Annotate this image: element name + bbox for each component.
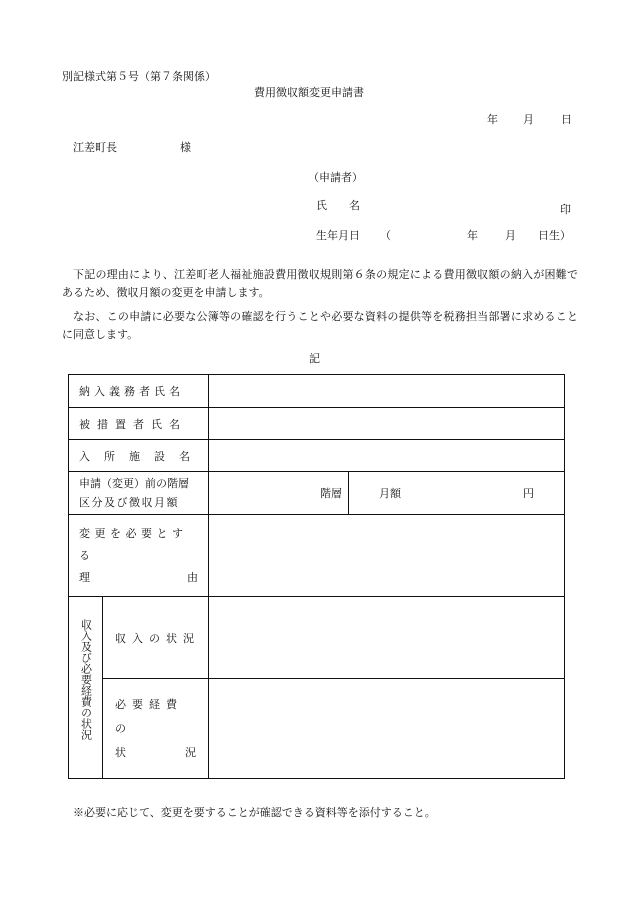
seal-mark: 印 [560, 203, 571, 216]
table-row [69, 515, 565, 597]
date-day-label: 日 [561, 113, 572, 126]
protected-person-field[interactable] [209, 408, 565, 440]
table-row [69, 375, 565, 408]
monthly-amount-cell[interactable] [349, 472, 565, 515]
birthdate-month-label: 月 [505, 229, 516, 242]
application-statement: 下記の理由により、江差町老人福祉施設費用徴収規則第６条の規定による費用徴収額の納入が困難であるため、徴収月額の変更を申請します。 [62, 268, 578, 299]
payer-name-field[interactable] [209, 375, 565, 408]
class-label-line1: 申請（変更）前の階層 [79, 477, 189, 490]
ki-heading: 記 [309, 352, 320, 365]
reason-label-yu: 由 [187, 570, 198, 584]
payer-name-label: 納入義務者氏名 [79, 385, 184, 398]
reason-label-line1: 変更を必要とする [79, 526, 188, 562]
expense-field[interactable] [209, 679, 565, 779]
yen-label: 円 [523, 487, 534, 500]
birthdate-open-paren: （ [380, 229, 391, 242]
birthdate-label: 生年月日 [316, 229, 360, 242]
reason-label-ri: 理 [79, 570, 90, 584]
table-row [69, 408, 565, 440]
table-row [69, 440, 565, 472]
class-label-cell [69, 472, 209, 515]
date-month-label: 月 [523, 113, 534, 126]
expense-label-line1: 必要経費の [115, 697, 183, 735]
page-title: 費用徴収額変更申請書 [254, 86, 364, 99]
application-table [68, 374, 565, 779]
addressee-name: 江差町長 [73, 141, 117, 154]
income-field[interactable] [209, 597, 565, 679]
addressee-honorific: 様 [180, 141, 191, 154]
reason-field[interactable] [209, 515, 565, 597]
expense-label-kyo: 況 [185, 745, 196, 759]
birthdate-year-label: 年 [467, 229, 478, 242]
facility-name-label-cell [69, 440, 209, 472]
table-row [69, 597, 565, 679]
consent-statement: なお、この申請に必要な公簿等の確認を行うことや必要な資料の提供等を税務担当部署に求めることに同意します。 [62, 310, 578, 341]
expense-label-cell [103, 679, 209, 779]
facility-name-field[interactable] [209, 440, 565, 472]
class-label-line2: 区分及び徴収月額 [79, 496, 179, 509]
attachment-note: ※必要に応じて、変更を要することが確認できる資料等を添付すること。 [73, 806, 436, 819]
birthdate-day-label: 日生） [538, 229, 571, 242]
income-label: 収入の状況 [115, 631, 200, 645]
expense-label-jo: 状 [115, 745, 126, 759]
payer-name-label-cell [69, 375, 209, 408]
tier-cell[interactable] [209, 472, 349, 515]
income-expense-group-label: 収入及び必要経費の状況 [79, 619, 93, 740]
income-label-cell [103, 597, 209, 679]
tier-label: 階層 [320, 487, 342, 500]
reason-label-cell [69, 515, 209, 597]
form-number: 別記様式第５号（第７条関係） [62, 70, 216, 83]
monthly-label: 月額 [379, 487, 401, 500]
protected-person-label: 被措置者氏名 [79, 417, 187, 431]
date-year-label: 年 [487, 113, 498, 126]
protected-person-label-cell [69, 408, 209, 440]
table-row [69, 472, 565, 515]
applicant-name-label: 氏 名 [316, 199, 360, 212]
facility-name-label: 入所施設名 [79, 449, 204, 463]
income-expense-group-cell [69, 597, 103, 779]
table-row [69, 679, 565, 779]
applicant-heading: （申請者） [308, 171, 363, 184]
